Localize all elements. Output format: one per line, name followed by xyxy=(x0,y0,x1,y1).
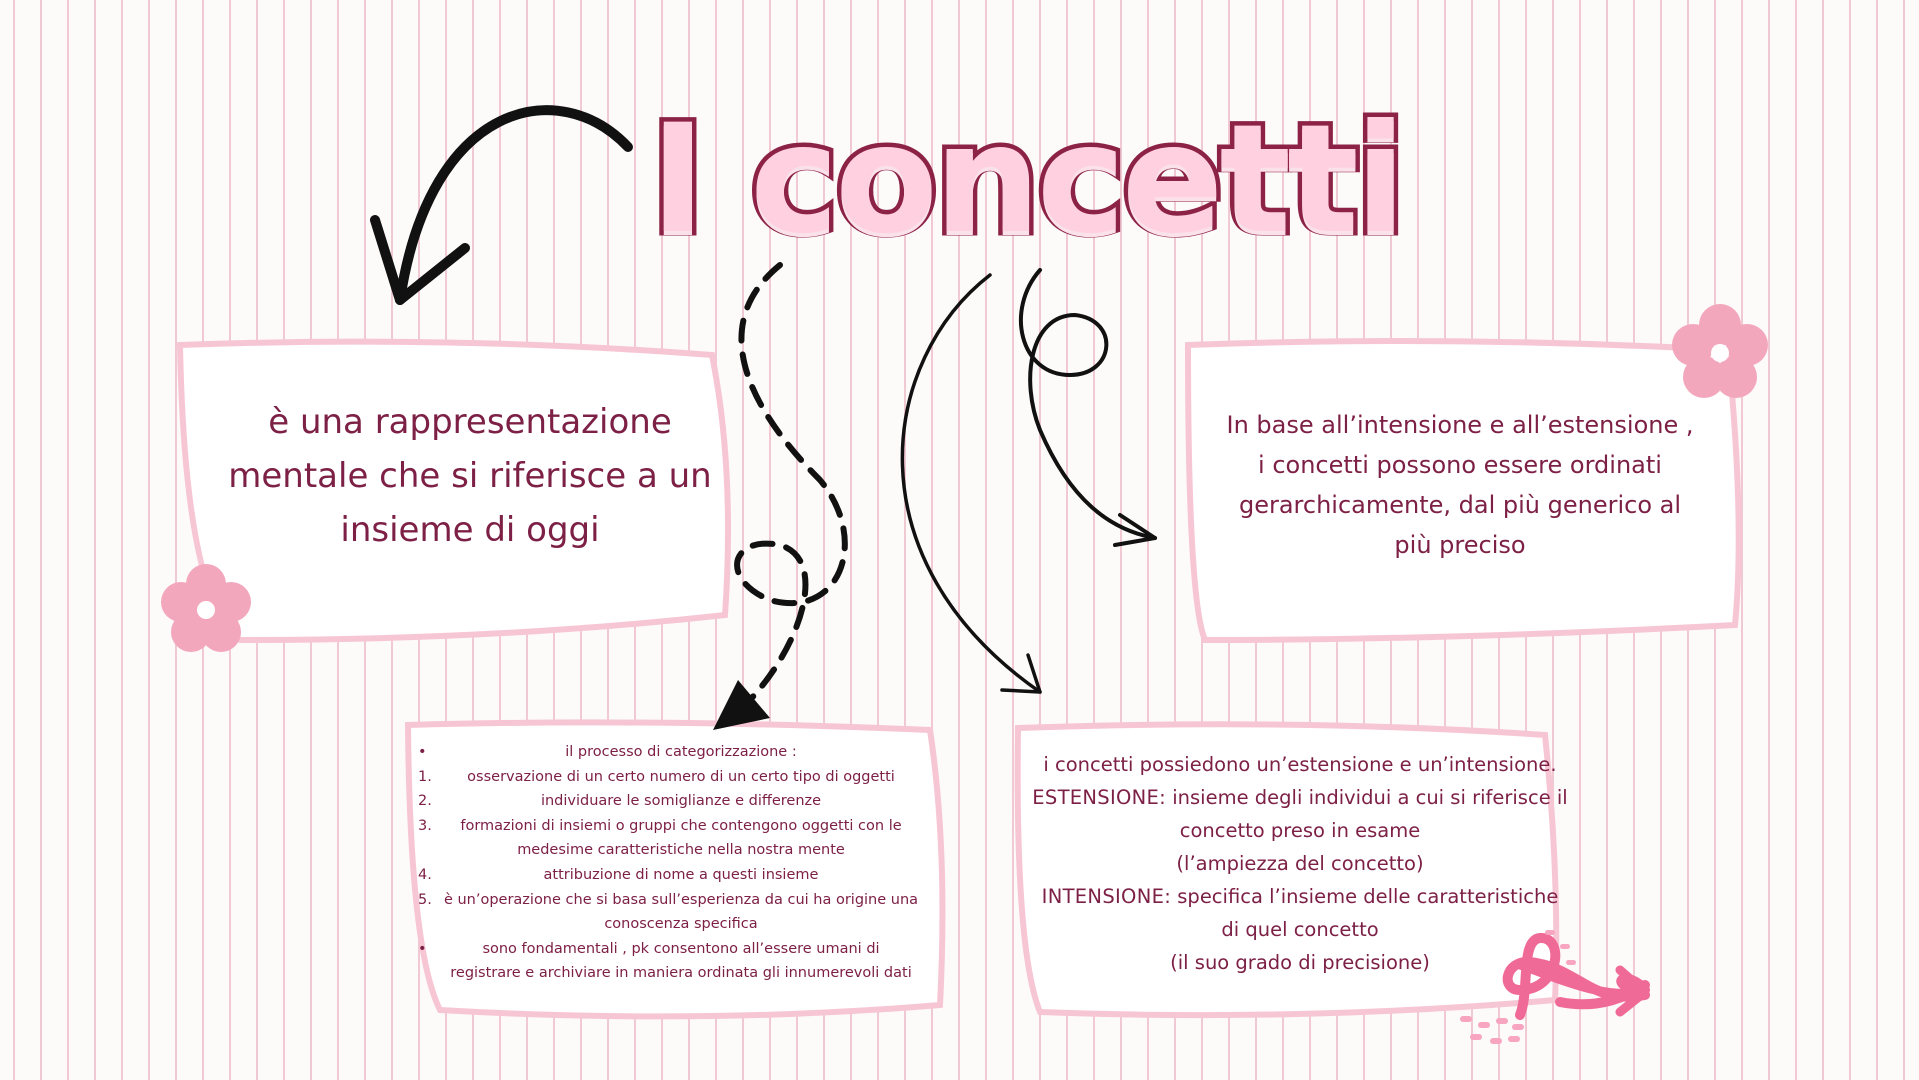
extension-intro: i concetti possiedono un’estensione e un’intensione. xyxy=(1043,753,1557,776)
bullet-text-continued: registrare e archiviare in maniera ordinata gli innumerevoli dati xyxy=(450,965,912,982)
extension-note: (l’ampiezza del concetto) xyxy=(1176,852,1424,875)
step-text: individuare le somiglianze e differenze xyxy=(540,793,822,810)
extension-label: ESTENSIONE: xyxy=(1032,786,1167,809)
step-number: 4. xyxy=(418,866,432,883)
list-item xyxy=(410,937,920,962)
flower-icon xyxy=(1672,304,1768,398)
extension-text: insieme degli individui a cui si riferisce il xyxy=(1166,786,1568,809)
hierarchy-line: In base all’intensione e all’estensione , xyxy=(1226,411,1694,439)
step-text-continued: conoscenza specifica xyxy=(604,916,758,933)
step-text: formazioni di insiemi o gruppi che contengono oggetti con le xyxy=(460,817,902,834)
intension-definition xyxy=(1025,880,1575,913)
hierarchy-line: più preciso xyxy=(1394,531,1526,559)
definition-line: è una rappresentazione xyxy=(268,402,672,442)
step-number: 2. xyxy=(418,793,432,810)
extension-card xyxy=(1025,748,1575,979)
page-title: I concetti xyxy=(650,93,1403,267)
hierarchy-card xyxy=(1225,405,1695,565)
intension-label: INTENSIONE: xyxy=(1041,885,1172,908)
step-number: 3. xyxy=(418,817,432,834)
list-item xyxy=(410,888,920,913)
extension-definition xyxy=(1025,781,1575,814)
hierarchy-line: gerarchicamente, dal più generico al xyxy=(1238,491,1682,519)
intension-continued: di quel concetto xyxy=(1221,918,1379,941)
step-number: 5. xyxy=(418,891,432,908)
list-item xyxy=(410,765,920,790)
loop-arrow-icon xyxy=(1021,270,1155,545)
step-text: osservazione di un certo numero di un certo tipo di oggetti xyxy=(467,768,895,785)
process-card xyxy=(410,740,920,986)
list-item xyxy=(410,740,920,765)
bullet: • xyxy=(418,744,427,760)
step-number: 1. xyxy=(418,768,432,785)
list-item xyxy=(410,789,920,814)
bullet: • xyxy=(418,940,427,957)
curved-arrow-icon xyxy=(375,110,628,300)
definition-line: mentale che si riferisce a un xyxy=(228,456,712,496)
hierarchy-line: i concetti possono essere ordinati xyxy=(1258,451,1662,479)
extension-continued: concetto preso in esame xyxy=(1179,819,1421,842)
process-heading: il processo di categorizzazione : xyxy=(565,744,797,760)
bullet-text: sono fondamentali , pk consentono all’essere umani di xyxy=(482,940,880,957)
step-text-continued: medesime caratteristiche nella nostra mente xyxy=(517,842,845,859)
dashed-arrow-icon xyxy=(737,265,845,705)
list-item xyxy=(410,863,920,888)
list-item xyxy=(410,814,920,839)
thin-arrow-icon xyxy=(902,275,1040,692)
step-text: attribuzione di nome a questi insieme xyxy=(543,866,819,883)
intension-note: (il suo grado di precisione) xyxy=(1170,951,1430,974)
intension-text: specifica l’insieme delle caratteristiche xyxy=(1171,885,1559,908)
step-text: è un’operazione che si basa sull’esperienza da cui ha origine una xyxy=(443,891,919,908)
definition-card xyxy=(215,395,725,557)
definition-line: insieme di oggi xyxy=(340,510,600,550)
